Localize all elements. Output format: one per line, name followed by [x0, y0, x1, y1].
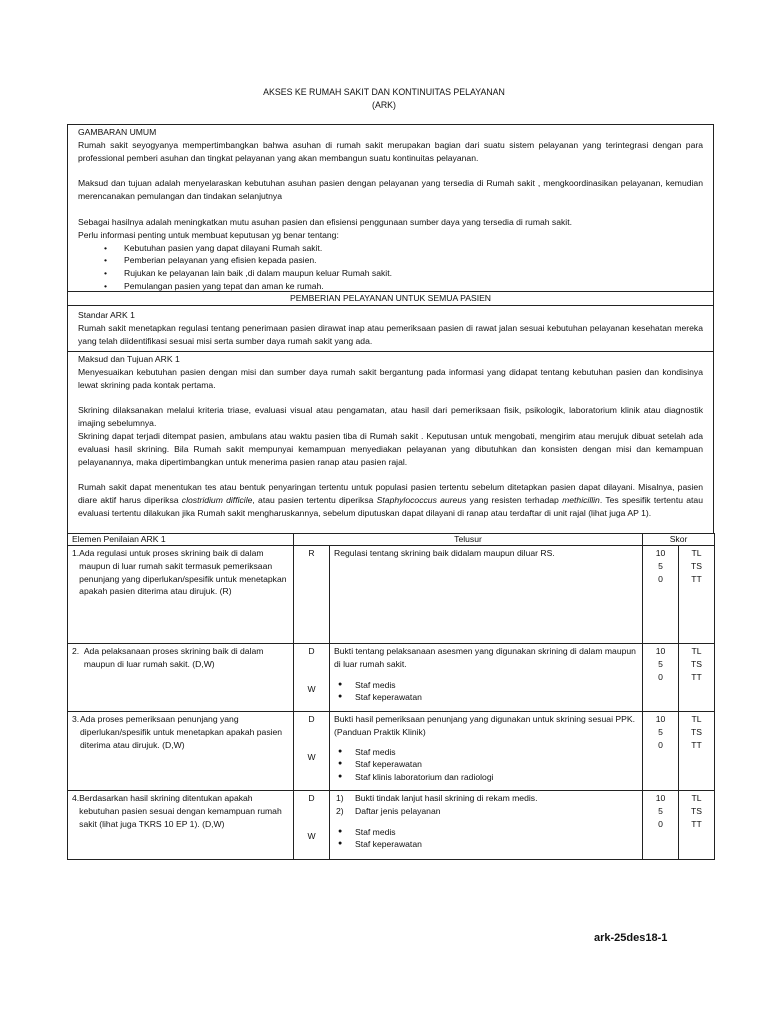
gambaran-heading: GAMBARAN UMUM [78, 127, 157, 137]
code-label: R [308, 548, 315, 558]
table-row [68, 546, 715, 644]
header-telusur: Telusur [294, 534, 643, 546]
interview-list [334, 826, 638, 852]
code-label: W [307, 751, 316, 762]
section-header: PEMBERIAN PELAYANAN UNTUK SEMUA PASIEN [67, 291, 714, 306]
standar-text: Rumah sakit menetapkan regulasi tentang penerimaan pasien dirawat inap atau pemeriksaan pasien di rawat jalan sesuai kebutuhan pelayanan kesehatan mereka yang telah diidentifikasi sesuai misi serta sumber daya rumah sakit yang ada. [78, 322, 703, 346]
interview-list [334, 746, 638, 784]
gambaran-paragraph-4: Perlu informasi penting untuk membuat keputusan yg benar tentang: [78, 229, 339, 240]
score-label: TT [691, 739, 702, 750]
code-cell [294, 644, 330, 712]
score-value: 5 [658, 726, 663, 737]
score-label-cell [679, 546, 715, 644]
table-row [68, 712, 715, 791]
row-number: 2. [72, 646, 80, 656]
interview-list [334, 679, 638, 705]
document-subtitle: (ARK) [372, 100, 396, 110]
telusur-cell [330, 644, 643, 712]
document-code: ark-25des18-1 [594, 932, 668, 944]
document-title: AKSES KE RUMAH SAKIT DAN KONTINUITAS PELAYANAN [263, 87, 505, 97]
row-number: 1. [72, 548, 80, 558]
maksud-paragraph-2: Skrining dilaksanakan melalui kriteria triase, evaluasi visual atau pengamatan, atau hasil dari pemeriksaan fisik, psikologik, laboratorium klinik atau diagnostik imajing sebelumnya. [78, 405, 703, 429]
score-value: 0 [658, 818, 663, 829]
gambaran-bullet: • Rujukan ke pelayanan lain baik ,di dalam maupun keluar Rumah sakit. [78, 267, 703, 280]
score-label-cell [679, 791, 715, 860]
gambaran-paragraph-1: Rumah sakit seyogyanya mempertimbangkan bahwa asuhan di rumah sakit merupakan bagian dari suatu sistem pelayanan yang terintegrasi dengan para professional pemberi asuhan dan tingkat pelayanan yang akan membangun suatu kontinuitas pelayanan. [78, 139, 703, 163]
score-label: TS [691, 805, 703, 816]
interview-item: ● Staf klinis laboratorium dan radiologi [334, 771, 638, 784]
score-label: TL [691, 793, 702, 803]
interview-item: ● Staf medis [334, 679, 638, 692]
score-label-cell [679, 644, 715, 712]
score-value: 10 [655, 714, 666, 724]
maksud-paragraph-4: Rumah sakit dapat menentukan tes atau bentuk penyaringan tertentu untuk populasi pasien tertentu sebelum ditetapkan pasien dapat dilayani. Misalnya, pasien diare aktif harus diperiksa clostridium difficile, atau pasien tertentu diperiksa Staphylococcus aureus yang resisten terhadap methicillin. Tes spesifik tertentu atau evaluasi tertentu dilakukan jika Rumah sakit mengharuskannya, sebelum diputuskan dapat dilayani di ranap atau terdaftar di unit rajal (lihat juga AP 1). [78, 482, 703, 518]
score-label: TS [691, 560, 703, 571]
gambaran-paragraph-2: Maksud dan tujuan adalah menyelaraskan kebutuhan asuhan pasien dengan pelayanan yang tersedia di Rumah sakit , mengkoordinasikan pelayanan, kemudian merencanakan pemulangan dan tindakan selanjutnya [78, 178, 703, 202]
score-value: 0 [658, 573, 663, 584]
telusur-text: Regulasi tentang skrining baik didalam maupun diluar RS. [334, 548, 555, 558]
evidence-item: 1) Bukti tindak lanjut hasil skrining di rekam medis. [336, 793, 538, 803]
code-label: W [307, 683, 316, 694]
score-cell [643, 546, 679, 644]
score-label: TT [691, 818, 702, 829]
score-value: 0 [658, 739, 663, 750]
elemen-cell [68, 791, 294, 860]
header-elemen: Elemen Penilaian ARK 1 [68, 534, 294, 546]
telusur-text: Bukti tentang pelaksanaan asesmen yang digunakan skrining di dalam maupun di luar rumah sakit. [334, 646, 636, 669]
standar-heading: Standar ARK 1 [78, 310, 135, 320]
maksud-tujuan-section [67, 351, 714, 534]
table-header-row [68, 534, 715, 546]
score-value: 5 [658, 658, 663, 669]
row-number: 4. [72, 793, 80, 803]
code-label: D [308, 793, 315, 803]
interview-item: ● Staf keperawatan [334, 758, 638, 771]
score-label-cell [679, 712, 715, 791]
evidence-list [334, 792, 638, 818]
code-label: W [307, 830, 316, 841]
telusur-text: Bukti hasil pemeriksaan penunjang yang digunakan untuk skrining sesuai PPK. (Panduan Praktik Klinik) [334, 714, 635, 737]
interview-item: ● Staf keperawatan [334, 691, 638, 704]
interview-item: ● Staf keperawatan [334, 838, 638, 851]
score-label: TS [691, 658, 703, 669]
gambaran-bullet: • Pemulangan pasien yang tepat dan aman ke rumah. [78, 280, 703, 293]
elemen-text: Ada pelaksanaan proses skrining baik di dalam maupun di luar rumah sakit. (D,W) [83, 646, 264, 669]
score-value: 0 [658, 671, 663, 682]
score-cell [643, 712, 679, 791]
elemen-text: Ada proses pemeriksaan penunjang yang diperlukan/spesifik untuk menetapkan apakah pasien diterima atau dirujuk. (D,W) [80, 714, 283, 750]
table-row [68, 644, 715, 712]
maksud-paragraph-3: Skrining dapat terjadi ditempat pasien, ambulans atau waktu pasien tiba di Rumah sakit . Keputusan untuk mengobati, mengirim atau merujuk dibuat setelah ada evaluasi hasil skrining. Bila Rumah sakit mempunyai kemampuan menyediakan pelayanan yang dibutuhkan dan konsisten dengan misi dan kemampuan pelayanannya, maka dipertimbangkan untuk menerima pasien ranap atau pasien rajal. [78, 430, 703, 467]
score-cell [643, 791, 679, 860]
score-cell [643, 644, 679, 712]
elemen-cell [68, 644, 294, 712]
telusur-cell [330, 546, 643, 644]
code-label: D [308, 646, 315, 656]
code-cell [294, 791, 330, 860]
gambaran-bullet-list [78, 242, 703, 293]
evidence-item: 2) Daftar jenis pelayanan [336, 805, 441, 816]
telusur-cell [330, 712, 643, 791]
interview-item: ● Staf medis [334, 746, 638, 759]
score-label: TL [691, 714, 702, 724]
score-value: 5 [658, 805, 663, 816]
maksud-heading: Maksud dan Tujuan ARK 1 [78, 354, 180, 364]
score-label: TL [691, 646, 702, 656]
table-row [68, 791, 715, 860]
code-label: D [308, 714, 315, 724]
standar-section [67, 305, 714, 352]
maksud-paragraph-1: Menyesuaikan kebutuhan pasien dengan misi dan sumber daya rumah sakit bergantung pada informasi yang didapat tentang kebutuhan pasien dan kondisinya lewat skrining pada kontak pertama. [78, 366, 703, 390]
score-value: 10 [655, 548, 666, 558]
row-number: 3. [72, 714, 80, 724]
gambaran-bullet: • Pemberian pelayanan yang efisien kepada pasien. [78, 254, 703, 267]
elemen-text: Berdasarkan hasil skrining ditentukan apakah kebutuhan pasien sesuai dengan kemampuan rumah sakit (lihat juga TKRS 10 EP 1). (D,W) [79, 793, 282, 829]
score-value: 10 [655, 793, 666, 803]
gambaran-paragraph-3: Sebagai hasilnya adalah meningkatkan mutu asuhan pasien dan efisiensi penggunaan sumber daya yang tersedia di rumah sakit. [78, 216, 572, 227]
header-skor: Skor [643, 534, 715, 546]
telusur-cell [330, 791, 643, 860]
score-label: TL [691, 548, 702, 558]
elemen-penilaian-table [67, 533, 715, 860]
gambaran-umum-section [67, 124, 714, 292]
elemen-cell [68, 712, 294, 791]
score-label: TT [691, 573, 702, 584]
score-value: 5 [658, 560, 663, 571]
score-label: TS [691, 726, 703, 737]
elemen-text: Ada regulasi untuk proses skrining baik di dalam maupun di luar rumah sakit termasuk pemeriksaan penunjang yang diperlukan/spesifik untuk menetapkan apakah pasien diterima atau dirujuk. (R) [79, 548, 287, 597]
code-cell [294, 546, 330, 644]
code-cell [294, 712, 330, 791]
score-value: 10 [655, 646, 666, 656]
score-label: TT [691, 671, 702, 682]
interview-item: ● Staf medis [334, 826, 638, 839]
elemen-cell [68, 546, 294, 644]
gambaran-bullet: • Kebutuhan pasien yang dapat dilayani Rumah sakit. [78, 242, 703, 255]
